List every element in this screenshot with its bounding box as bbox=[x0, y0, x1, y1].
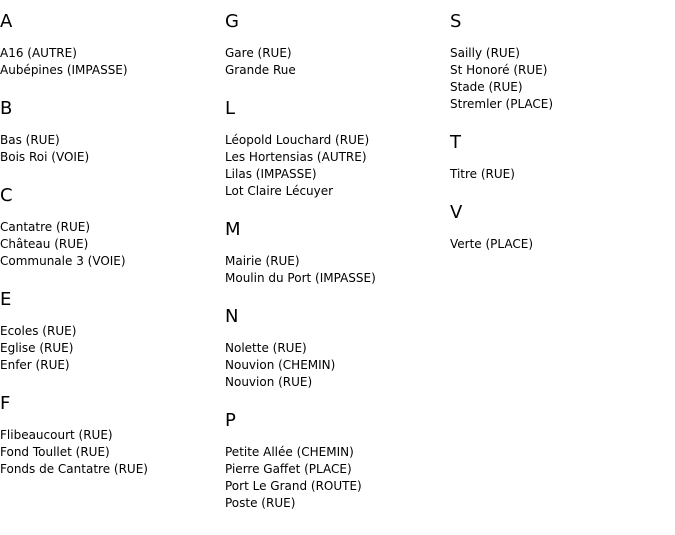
street-list bbox=[0, 219, 220, 270]
street-list-item: Bois Roi (VOIE) bbox=[0, 150, 90, 164]
letter-section bbox=[225, 306, 445, 391]
street-list-item: Enfer (RUE) bbox=[0, 358, 70, 372]
street-list-item: St Honoré (RUE) bbox=[450, 63, 548, 77]
section-letter-heading: S bbox=[450, 11, 462, 32]
section-letter-heading: F bbox=[0, 393, 11, 414]
street-list-item: Les Hortensias (AUTRE) bbox=[225, 150, 367, 164]
street-list-item: Petite Allée (CHEMIN) bbox=[225, 445, 354, 459]
street-list bbox=[450, 166, 670, 183]
street-list-item: Nouvion (RUE) bbox=[225, 375, 313, 389]
street-list-item: Nouvion (CHEMIN) bbox=[225, 358, 336, 372]
letter-section bbox=[225, 219, 445, 287]
section-letter-heading: L bbox=[225, 98, 236, 119]
index-column bbox=[225, 0, 445, 512]
street-list-item: Flibeaucourt (RUE) bbox=[0, 428, 113, 442]
street-list-item: Fonds de Cantatre (RUE) bbox=[0, 462, 148, 476]
street-list bbox=[0, 427, 220, 478]
street-list bbox=[225, 253, 445, 287]
section-letter-heading: N bbox=[225, 306, 239, 327]
section-letter-heading: C bbox=[0, 185, 13, 206]
letter-section bbox=[225, 11, 445, 79]
letter-section bbox=[0, 185, 220, 270]
street-list bbox=[225, 340, 445, 391]
street-list bbox=[0, 45, 220, 79]
street-list bbox=[225, 444, 445, 512]
section-letter-heading: E bbox=[0, 289, 12, 310]
section-letter-heading: M bbox=[225, 219, 241, 240]
street-list-item: Château (RUE) bbox=[0, 237, 89, 251]
street-list-item: Stremler (PLACE) bbox=[450, 97, 554, 111]
street-list-item: Eglise (RUE) bbox=[0, 341, 74, 355]
letter-section bbox=[225, 410, 445, 512]
section-letter-heading: P bbox=[225, 410, 236, 431]
street-list-item: Léopold Louchard (RUE) bbox=[225, 133, 370, 147]
letter-section bbox=[0, 11, 220, 79]
street-list-item: Poste (RUE) bbox=[225, 496, 296, 510]
letter-section bbox=[0, 393, 220, 478]
letter-section bbox=[0, 98, 220, 166]
street-list-item: Gare (RUE) bbox=[225, 46, 292, 60]
street-list bbox=[225, 45, 445, 79]
section-letter-heading: T bbox=[450, 132, 461, 153]
letter-section bbox=[450, 11, 670, 113]
street-list-item: Verte (PLACE) bbox=[450, 237, 534, 251]
street-list-item: Titre (RUE) bbox=[450, 167, 515, 181]
street-list-item: Fond Toullet (RUE) bbox=[0, 445, 110, 459]
street-list-item: Port Le Grand (ROUTE) bbox=[225, 479, 362, 493]
street-list-item: Pierre Gaffet (PLACE) bbox=[225, 462, 352, 476]
street-list-item: Grande Rue bbox=[225, 63, 296, 77]
street-list-item: Ecoles (RUE) bbox=[0, 324, 77, 338]
street-list bbox=[450, 45, 670, 113]
letter-section bbox=[0, 289, 220, 374]
street-list-item: Lot Claire Lécuyer bbox=[225, 184, 334, 198]
section-letter-heading: V bbox=[450, 202, 463, 223]
street-list bbox=[450, 236, 670, 253]
street-list-item: Sailly (RUE) bbox=[450, 46, 520, 60]
street-list-item: Cantatre (RUE) bbox=[0, 220, 91, 234]
street-list bbox=[0, 132, 220, 166]
index-column bbox=[450, 0, 670, 253]
street-list-item: Bas (RUE) bbox=[0, 133, 60, 147]
letter-section bbox=[450, 202, 670, 253]
letter-section bbox=[450, 132, 670, 183]
street-list-item: Moulin du Port (IMPASSE) bbox=[225, 271, 376, 285]
street-list-item: Aubépines (IMPASSE) bbox=[0, 63, 128, 77]
street-list-item: Stade (RUE) bbox=[450, 80, 523, 94]
street-list-item: Lilas (IMPASSE) bbox=[225, 167, 317, 181]
street-list-item: A16 (AUTRE) bbox=[0, 46, 77, 60]
street-list-item: Communale 3 (VOIE) bbox=[0, 254, 126, 268]
street-list bbox=[225, 132, 445, 200]
section-letter-heading: B bbox=[0, 98, 13, 119]
street-list bbox=[0, 323, 220, 374]
section-letter-heading: A bbox=[0, 11, 13, 32]
letter-section bbox=[225, 98, 445, 200]
section-letter-heading: G bbox=[225, 11, 239, 32]
index-column bbox=[0, 0, 220, 478]
street-list-item: Mairie (RUE) bbox=[225, 254, 300, 268]
street-list-item: Nolette (RUE) bbox=[225, 341, 307, 355]
